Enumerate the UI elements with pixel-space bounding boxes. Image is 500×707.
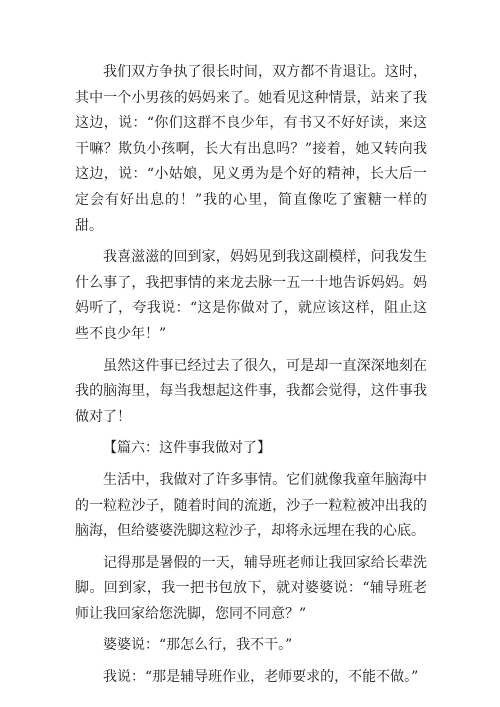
paragraph-grandma-reply: 婆婆说：“那怎么行，我不干。” — [103, 637, 293, 654]
paragraph-argument: 我们双方争执了很长时间，双方都不肯退让。这时，其中一个小男孩的妈妈来了。她看见这种情景，站来了我这边，说：“你们这群不良少年，有书又不好好读，来这干嘛？欺负小孩啊，长大有出息吗？”接着，她又转向我这边，说：“小姑娘，见义勇为是个好的精神，长大后一定会有好出息的！”我的心里，简直像吃了蜜糖一样的甜。 — [75, 64, 427, 234]
section-heading: 【篇六：这件事我做对了】 — [103, 440, 271, 457]
paragraph-intro: 生活中，我做对了许多事情。它们就像我童年脑海中的一粒粒沙子，随着时间的流逝，沙子一粒粒被冲出我的脑海，但给婆婆洗脚这粒沙子，却将永远埋在我的心底。 — [75, 471, 427, 540]
paragraph-home: 我喜滋滋的回到家，妈妈见到我这副模样，问我发生什么事了，我把事情的来龙去脉一五一十地告诉妈妈。妈妈听了，夸我说：“这是你做对了，就应该这样，阻止这些不良少年！” — [75, 249, 427, 342]
paragraph-summer: 记得那是暑假的一天，辅导班老师让我回家给长辈洗脚。回到家，我一把书包放下，就对婆婆说：“辅导班老师让我回家给您洗脚，您同不同意？” — [75, 554, 427, 622]
paragraph-my-reply: 我说：“那是辅导班作业，老师要求的，不能不做。” — [103, 669, 419, 686]
paragraph-memory: 虽然这件事已经过去了很久，可是却一直深深地刻在我的脑海里，每当我想起这件事，我都会觉得，这件事我做对了！ — [75, 357, 427, 425]
article-body — [75, 60, 427, 697]
